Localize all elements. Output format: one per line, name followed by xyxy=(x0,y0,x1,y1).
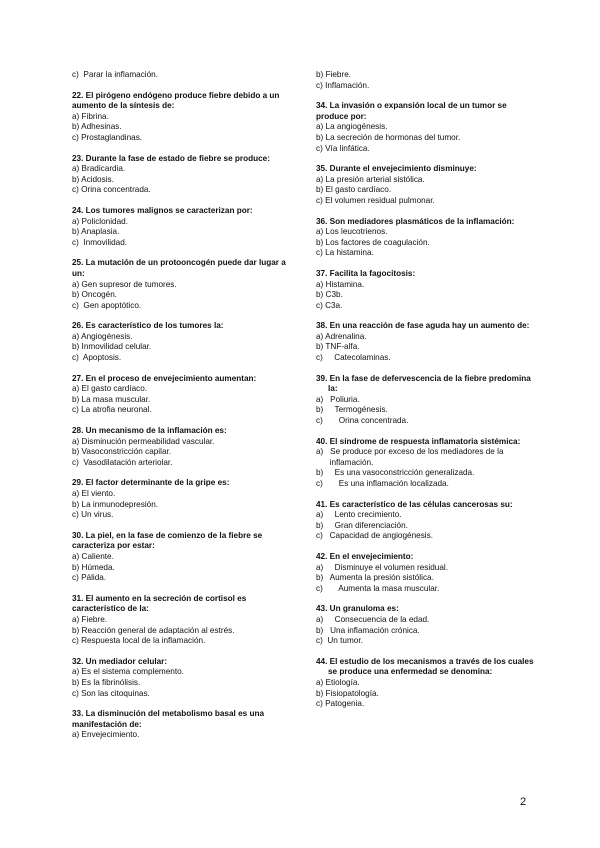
question-block xyxy=(72,657,292,699)
answer-option: c) Pálida. xyxy=(72,573,107,583)
answer-option: c) Aumenta la masa muscular. xyxy=(316,583,440,593)
answer-option: c) La histamina. xyxy=(316,248,374,258)
question-text: 42. En el envejecimiento: xyxy=(316,551,414,561)
answer-option: b) Anaplasia. xyxy=(72,227,120,237)
answer-option: b) Vasoconstricción capilar. xyxy=(72,447,172,457)
answer-option: c) Inmovilidad. xyxy=(72,237,128,247)
answer-option: c) Capacidad de angiogénesis. xyxy=(316,531,433,541)
answer-option: a) Disminuye el volumen residual. xyxy=(316,562,448,572)
answer-option: a) Se produce por exceso de los mediadores de la xyxy=(316,447,504,457)
answer-option: b) Reacción general de adaptación al estrés. xyxy=(72,625,235,635)
question-block xyxy=(72,154,292,196)
answer-option: c) Apoptosis. xyxy=(72,353,122,363)
question-text: 37. Facilita la fagocitosis: xyxy=(316,268,416,278)
right-column xyxy=(316,70,536,720)
question-block xyxy=(72,70,292,81)
answer-option: a) Adrenalina. xyxy=(316,331,367,341)
question-block xyxy=(72,594,292,647)
question-block xyxy=(316,500,536,542)
answer-option: a) El gasto cardíaco. xyxy=(72,384,148,394)
answer-option: c) La atrofia neuronal. xyxy=(72,405,152,415)
answer-option: a) Es el sistema complemento. xyxy=(72,667,184,677)
question-text: 32. Un mediador celular: xyxy=(72,656,168,666)
question-text: 26. Es característico de los tumores la: xyxy=(72,321,224,331)
answer-option: c) Patogenia. xyxy=(316,699,365,709)
question-text: 43. Un granuloma es: xyxy=(316,604,399,614)
answer-option: inflamación. xyxy=(316,457,374,467)
answer-option: a) Etiología. xyxy=(316,677,360,687)
question-block xyxy=(316,321,536,363)
answer-option: a) Gen supresor de tumores. xyxy=(72,279,177,289)
answer-option: b) Gran diferenciación. xyxy=(316,520,408,530)
question-text: 29. El factor determinante de la gripe es: xyxy=(72,478,230,488)
answer-option: a) La presión arterial sistólica. xyxy=(316,174,425,184)
answer-option: a) Poliuria. xyxy=(316,394,360,404)
question-block xyxy=(316,552,536,594)
answer-option: c) Gen apoptótico. xyxy=(72,300,142,310)
answer-option: a) La angiogénesis. xyxy=(316,122,388,132)
question-text: 41. Es característico de las células cancerosas su: xyxy=(316,499,513,509)
answer-option: a) Lento crecimiento. xyxy=(316,510,402,520)
answer-option: c) Prostaglandinas. xyxy=(72,132,143,142)
answer-option: a) Disminución permeabilidad vascular. xyxy=(72,436,215,446)
question-text: 23. Durante la fase de estado de fiebre se produce: xyxy=(72,153,270,163)
question-text: 35. Durante el envejecimiento disminuye: xyxy=(316,164,477,174)
question-block xyxy=(316,269,536,311)
answer-option: b) La inmunodepresión. xyxy=(72,499,159,509)
answer-option: b) Fiebre. xyxy=(316,70,352,79)
question-text: 36. Son mediadores plasmáticos de la inflamación: xyxy=(316,216,515,226)
answer-option: a) Bradicardia. xyxy=(72,164,126,174)
question-block xyxy=(72,709,292,741)
answer-option: b) Aumenta la presión sistólica. xyxy=(316,573,434,583)
question-block xyxy=(316,101,536,154)
question-block xyxy=(72,531,292,584)
question-block xyxy=(316,437,536,490)
answer-option: b) Inmovilidad celular. xyxy=(72,342,152,352)
question-block xyxy=(72,91,292,144)
question-text: 40. El síndrome de respuesta inflamatoria sistémica: xyxy=(316,436,521,446)
question-text: 34. La invasión o expansión local de un tumor se produce por: xyxy=(316,101,507,121)
answer-option: b) El gasto cardíaco. xyxy=(316,185,392,195)
question-block xyxy=(72,258,292,311)
question-text: 44. El estudio de los mecanismos a través de los cuales se produce una enfermedad se denomina: xyxy=(316,656,534,677)
answer-option: a) Consecuencia de la edad. xyxy=(316,614,430,624)
answer-option: c) Catecolaminas. xyxy=(316,353,391,363)
answer-option: b) Es la fibrinólisis. xyxy=(72,677,141,687)
left-column xyxy=(72,70,292,751)
question-text: 31. El aumento en la secreción de cortisol es característico de la: xyxy=(72,593,247,614)
answer-option: b) Termogénesis. xyxy=(316,405,388,415)
answer-option: a) Angiogénesis. xyxy=(72,331,133,341)
question-text: 30. La piel, en la fase de comienzo de la fiebre se caracteriza por estar: xyxy=(72,530,263,551)
answer-option: c) Son las citoquinas. xyxy=(72,688,150,698)
answer-option: c) Parar la inflamación. xyxy=(72,70,159,79)
question-text: 24. Los tumores malignos se caracterizan por: xyxy=(72,205,253,215)
answer-option: b) Fisiopatología. xyxy=(316,688,379,698)
question-block xyxy=(316,164,536,206)
question-text: 25. La mutación de un protooncogén puede dar lugar a un: xyxy=(72,258,286,278)
answer-option: b) Acidosis. xyxy=(72,174,114,184)
answer-option: b) TNF-alfa. xyxy=(316,342,360,352)
answer-option: a) Envejecimiento. xyxy=(72,730,140,740)
answer-option: c) C3a. xyxy=(316,300,343,310)
question-text: 39. En la fase de defervescencia de la fiebre predomina la: xyxy=(316,373,531,394)
answer-option: b) Húmeda. xyxy=(72,562,115,572)
answer-option: b) Oncogén. xyxy=(72,290,118,300)
answer-option: a) El viento. xyxy=(72,489,116,498)
answer-option: a) Policlonidad. xyxy=(72,216,128,226)
question-text: 22. El pirógeno endógeno produce fiebre debido a un aumento de la síntesis de: xyxy=(72,90,280,111)
answer-option: b) C3b. xyxy=(316,290,343,300)
page-number: 2 xyxy=(520,796,527,808)
question-text: 28. Un mecanismo de la inflamación es: xyxy=(72,426,227,436)
answer-option: c) Inflamación. xyxy=(316,80,370,90)
answer-option: a) Los leucotrienos. xyxy=(316,227,388,237)
answer-option: c) Vía linfática. xyxy=(316,143,370,153)
question-text: 27. En el proceso de envejecimiento aumentan: xyxy=(72,373,257,383)
answer-option: b) Adhesinas. xyxy=(72,122,122,132)
answer-option: b) La secreción de hormonas del tumor. xyxy=(316,132,461,142)
question-block xyxy=(316,70,536,91)
question-block xyxy=(316,374,536,427)
question-block xyxy=(316,217,536,259)
question-block xyxy=(316,657,536,710)
question-block xyxy=(72,426,292,468)
answer-option: c) Un virus. xyxy=(72,510,114,520)
answer-option: a) Fiebre. xyxy=(72,614,108,624)
answer-option: c) Orina concentrada. xyxy=(72,185,151,195)
answer-option: b) Una inflamación crónica. xyxy=(316,625,420,635)
question-text: 33. La disminución del metabolismo basal es una manifestación de: xyxy=(72,709,265,729)
answer-option: b) Es una vasoconstricción generalizada. xyxy=(316,468,475,478)
answer-option: a) Fibrina. xyxy=(72,111,109,121)
answer-option: c) Vasodilatación arteriolar. xyxy=(72,457,173,467)
answer-option: c) Un tumor. xyxy=(316,636,363,646)
answer-option: c) Orina concentrada. xyxy=(316,416,409,426)
question-block xyxy=(72,206,292,248)
answer-option: b) Los factores de coagulación. xyxy=(316,237,430,247)
question-text: 38. En una reacción de fase aguda hay un aumento de: xyxy=(316,321,530,331)
answer-option: b) La masa muscular. xyxy=(72,394,151,404)
answer-option: c) Respuesta local de la inflamación. xyxy=(72,636,206,646)
question-block xyxy=(316,604,536,646)
question-block xyxy=(72,321,292,363)
question-block xyxy=(72,478,292,520)
answer-option: c) Es una inflamación localizada. xyxy=(316,479,449,488)
answer-option: a) Histamina. xyxy=(316,279,365,289)
answer-option: a) Caliente. xyxy=(72,551,114,561)
question-block xyxy=(72,374,292,416)
answer-option: c) El volumen residual pulmonar. xyxy=(316,195,435,205)
